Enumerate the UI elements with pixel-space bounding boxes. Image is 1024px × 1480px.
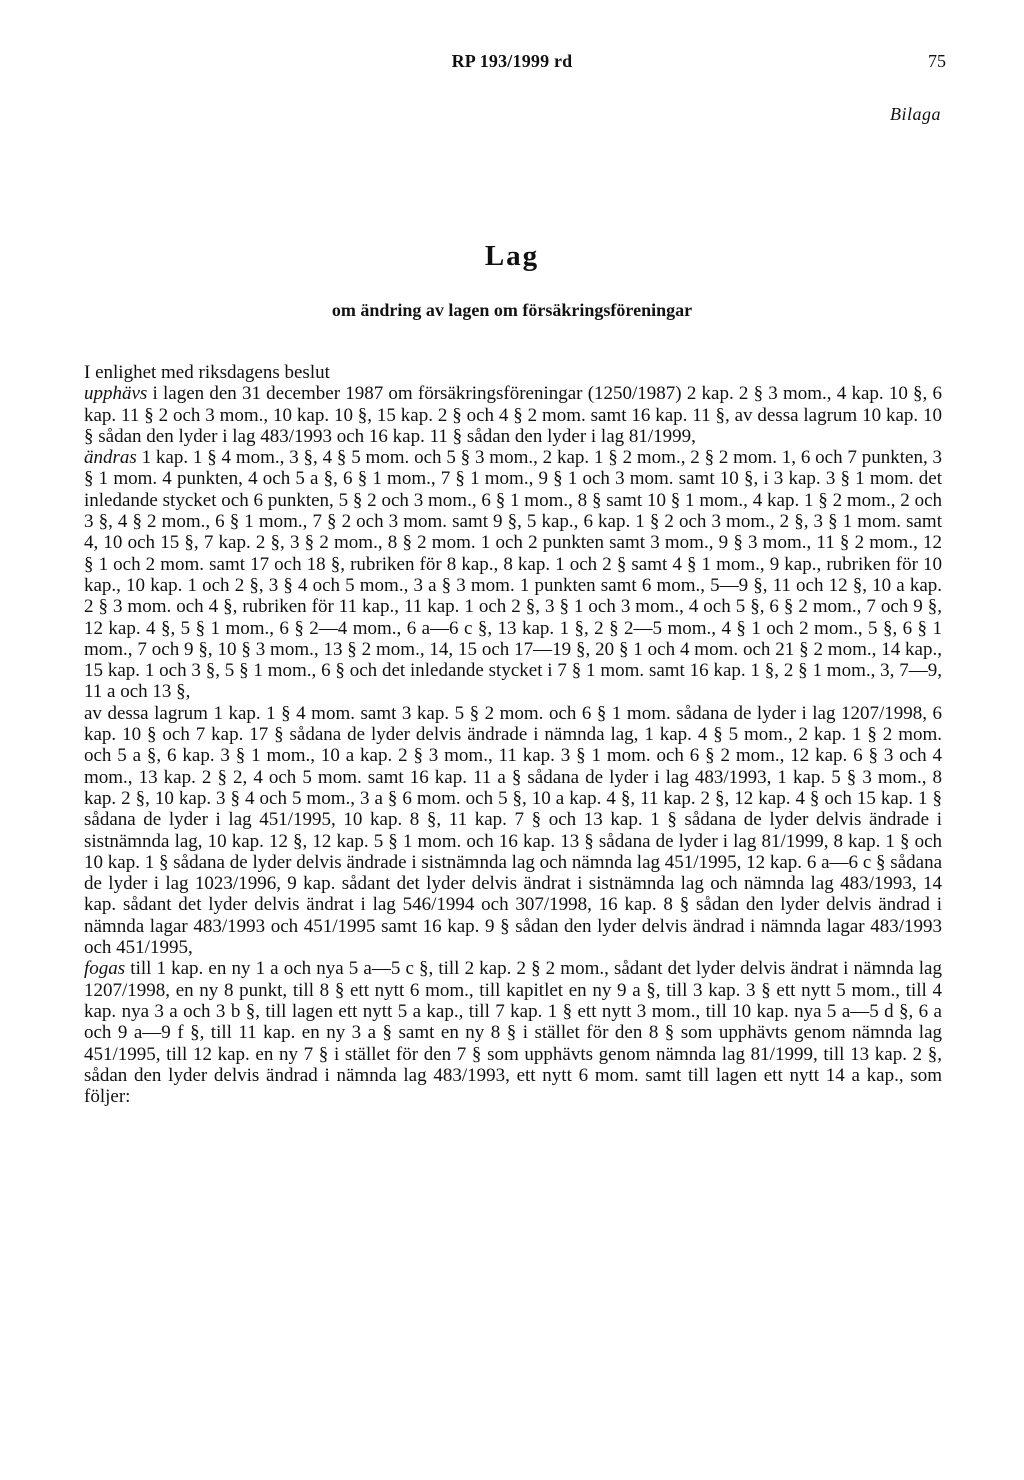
law-body xyxy=(84,362,942,1107)
upphavs-paragraph xyxy=(84,383,942,447)
fogas-paragraph xyxy=(84,958,942,1107)
document-reference: RP 193/1999 rd xyxy=(451,51,573,71)
andras-keyword: ändras xyxy=(84,447,137,469)
appendix-label: Bilaga xyxy=(890,104,941,124)
andras-paragraph xyxy=(84,447,942,703)
andras-text: 1 kap. 1 § 4 mom., 3 §, 4 § 5 mom. och 5 § 3 mom., 2 kap. 1 § 2 mom., 2 § 2 mom. 1, 6 och 7 punkten, 3 § 1 mom. 4 punkten, 4 och 5 a §, 6 § 1 mom., 7 § 1 mom., 9 § 1 och 3 mom. samt 10 §, i 3 kap. 3 § 1 mom. det inledande stycket och 6 punkten, 5 § 2 och 3 mom., 6 § 1 mom., 8 § samt 10 § 1 mom., 4 kap. 1 § 2 mom., 2 och 3 §, 4 § 2 mom., 6 § 1 mom., 7 § 2 och 3 mom. samt 9 §, 5 kap., 6 kap. 1 § 2 och 3 mom., 2 §, 3 § 1 mom. samt 4, 10 och 15 §, 7 kap. 2 §, 3 § 2 mom., 8 § 2 mom. 1 och 2 punkten samt 3 mom., 9 § 3 mom., 11 § 2 mom., 12 § 1 och 2 mom. samt 17 och 18 §, rubriken för 8 kap., 8 kap. 1 och 2 § samt 4 § 1 mom., 9 kap., rubriken för 10 kap., 10 kap. 1 och 2 §, 3 § 4 och 5 mom., 3 a § 3 mom. 1 punkten samt 6 mom., 5—9 §, 11 och 12 §, 10 a kap. 2 § 3 mom. och 4 §, rubriken för 11 kap., 11 kap. 1 och 2 §, 3 § 1 och 3 mom., 4 och 5 §, 6 § 2 mom., 7 och 9 §, 12 kap. 4 §, 5 § 1 mom., 6 § 2—4 mom., 6 a—6 c §, 13 kap. 1 §, 2 § 2—5 mom., 4 § 1 och 2 mom., 5 §, 6 § 1 mom., 7 och 9 §, 10 § 3 mom., 13 § 2 mom., 14, 15 och 17—19 §, 20 § 1 och 4 mom. och 21 § 2 mom., 14 kap., 15 kap. 1 och 3 §, 5 § 1 mom., 6 § och det inledande stycket i 7 § 1 mom. samt 16 kap. 1 §, 2 § 1 mom., 3, 7—9, 11 a och 13 §, xyxy=(84,447,942,703)
fogas-text: till 1 kap. en ny 1 a och nya 5 a—5 c §, till 2 kap. 2 § 2 mom., sådant det lyder delvis ändrat i nämnda lag 1207/1998, en ny 8 punkt, till 8 § ett nytt 6 mom., till kapitlet en ny 9 a §, till 3 kap. 3 § ett nytt 5 mom., till 4 kap. nya 3 a och 3 b §, till lagen ett nytt 5 a kap., till 7 kap. 1 § ett nytt 3 mom., till 10 kap. nya 5 a—5 d §, 6 a och 9 a—9 f §, till 11 kap. en ny 3 a § samt en ny 8 § i stället för den 8 § som upphävts genom nämnda lag 451/1995, till 12 kap. en ny 7 § i stället för den 7 § som upphävts genom nämnda lag 81/1999, till 13 kap. 2 §, sådan den lyder delvis ändrad i nämnda lag 483/1993, ett nytt 6 mom. samt till lagen ett nytt 14 a kap., som följer: xyxy=(84,958,942,1108)
law-subtitle: om ändring av lagen om försäkringsföreningar xyxy=(331,300,693,320)
intro-paragraph: I enlighet med riksdagens beslut xyxy=(84,362,330,383)
upphavs-text: i lagen den 31 december 1987 om försäkringsföreningar (1250/1987) 2 kap. 2 § 3 mom., 4 kap. 10 §, 6 kap. 11 § 2 och 3 mom., 10 kap. 10 §, 15 kap. 2 § och 4 § 2 mom. samt 16 kap. 11 §, av dessa lagrum 10 kap. 10 § sådan den lyder i lag 483/1993 och 16 kap. 11 § sådan den lyder i lag 81/1999, xyxy=(84,383,942,447)
upphavs-keyword: upphävs xyxy=(84,383,148,405)
law-title: Lag xyxy=(484,240,540,272)
fogas-keyword: fogas xyxy=(84,958,126,980)
av-dessa-paragraph: av dessa lagrum 1 kap. 1 § 4 mom. samt 3 kap. 5 § 2 mom. och 6 § 1 mom. sådana de lyder i lag 1207/1998, 6 kap. 10 § och 7 kap. 17 § sådana de lyder delvis ändrade i nämnda lag, 1 kap. 4 § 5 mom., 2 kap. 1 § 2 mom. och 5 a §, 6 kap. 3 § 1 mom., 10 a kap. 2 § 3 mom., 11 kap. 3 § 1 mom. och 6 § 2 mom., 12 kap. 6 § 3 och 4 mom., 13 kap. 2 § 2, 4 och 5 mom. samt 16 kap. 11 a § sådana de lyder i lag 483/1993, 1 kap. 5 § 3 mom., 8 kap. 2 §, 10 kap. 3 § 4 och 5 mom., 3 a § 6 mom. och 5 §, 10 a kap. 4 §, 11 kap. 2 §, 12 kap. 4 § och 15 kap. 1 § sådana de lyder i lag 451/1995, 10 kap. 8 §, 11 kap. 7 § och 13 kap. 1 § sådana de lyder delvis ändrade i sistnämnda lag, 10 kap. 12 §, 12 kap. 5 § 1 mom. och 16 kap. 13 § sådana de lyder i lag 81/1999, 8 kap. 1 § och 10 kap. 1 § sådana de lyder delvis ändrade i sistnämnda lag och nämnda lag 451/1995, 12 kap. 6 a—6 c § sådana de lyder i lag 1023/1996, 9 kap. sådant det lyder delvis ändrat i sistnämnda lag och nämnda lag 483/1993, 14 kap. sådant det lyder delvis ändrat i lag 546/1994 och 307/1998, 16 kap. 8 § sådan den lyder delvis ändrad i nämnda lagar 483/1993 och 451/1995 samt 16 kap. 9 § sådan den lyder delvis ändrad i nämnda lagar 483/1993 och 451/1995, xyxy=(84,702,942,959)
page-header xyxy=(0,51,1024,75)
page-number: 75 xyxy=(928,51,946,71)
